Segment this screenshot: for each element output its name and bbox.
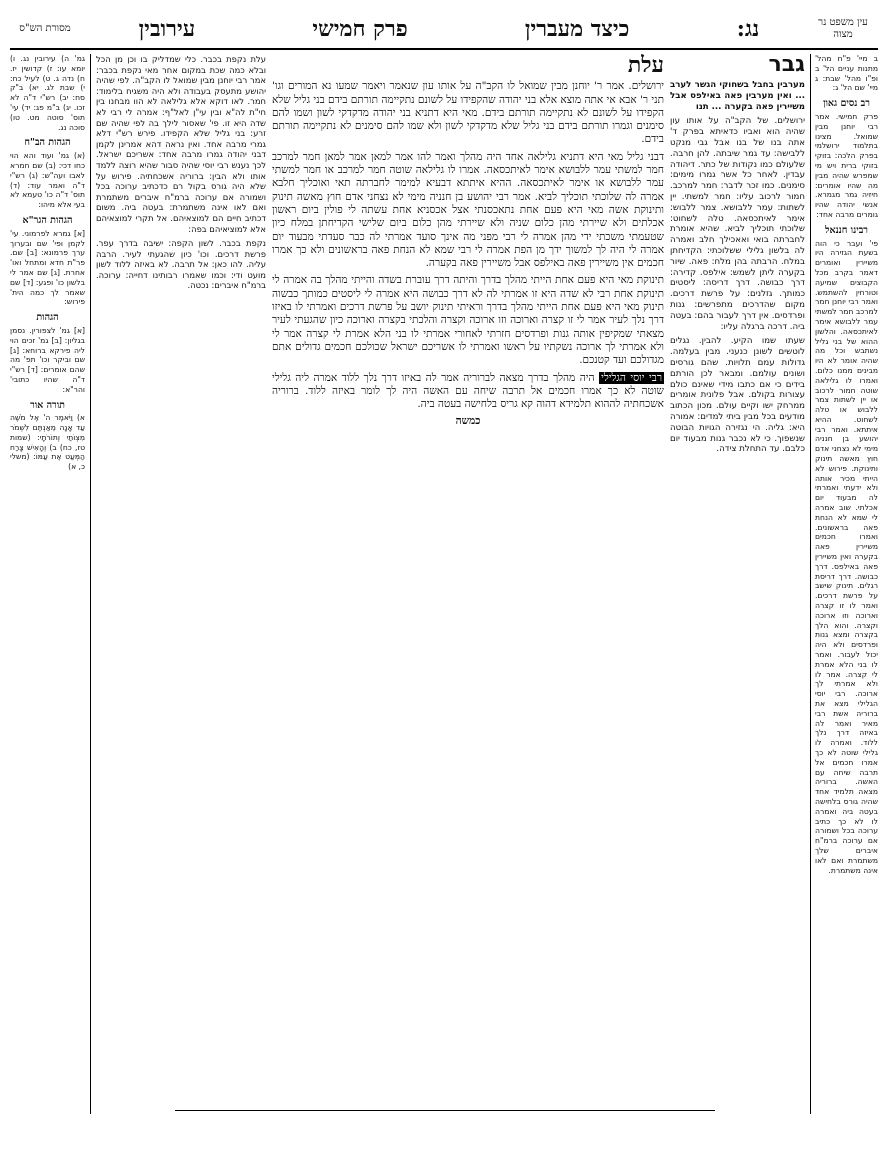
tosafot-bottom: נקפת בכבר. לשון הקפה: ישיבה בדרך עפר. פרשת דרכים. וכו' כיון שהגעתי לעיר. הרבה עליה. להו כאן: אל תרבה. לא באיזה ללוד לשון מועט ודי: וכמו שאמרו רבותינו דחייה: ערוכה. ברמ"ח איברים: נכטה. <box>96 238 266 291</box>
gemara-para-1: ירושלים. אמר ר' יוחנן מבין שמואל לו הקב"ה על אותו עון שנאמר ויאמר שמעו נא המורים וגו' תני ר' אבא אי אתה מוצא אלא בני יהודה שהקפידו על לשונם נתקיימה תורתם בידם בני גליל שלא הקפידו על לשונם לא נתקיימה תורתם בידם. מאי היא דתניא בני יהודה מדקדקי לשון ושמו להם סימנים וגמרו תורתם בידם בני גליל שלא מדקדקי לשון ולא שמו להם סימנים לא נתקיימה תורתם בידם. <box>272 80 664 146</box>
rashi-text: ירושלים. של הקב"ה על אותו עון שהיה הוא ואביו כדאיתא בפרק ד' אתה בנו של בנו אבל גבי מנקט ללבישה: עד גמר שיבתה. להן חרבה. שלעולם כמו נקודות של כתר. דיהודה עבדין. לאחר כל אשר גמרו מימים: סימנים. כמו זכר לדבר: חמר למרכב. חמור לרכוב עליו: חמר למשתי. יין לשתות: עמר ללבושא. צמר ללבוש: אימר לאיתכסאה. טלה לשחוט: שלוכתי תוכליך לביא. שהיא אומרת לחברתה בואי ואאכילך חלב ואמרה לה בלשון גלילי ששלוכתי: הקדיחתן במלח. הרבתה בהן מלח: פאה. שיור בקערה ליתן לשמש: אילפס. קדירה: דרך כבושה. דרך דריסה: ליסטים כמותך. גזלנים: על פרשת דרכים. מקום שהדרכים מתפרשים: גנות ופרדסים. אין דרך לעבור בהם: בעטה ביה. דרכה ברגלה עליו: <box>670 116 805 332</box>
footer-rule <box>175 1110 715 1111</box>
mishna-text: מערבין בחבל בשחוקי הגשר לערב ... ואין מערבין פאה באילפס אבל משיירין פאה בקערה ... תנו <box>670 80 805 112</box>
hagahot-gra-text: [א] גמרא לפרמוני. עי' לקמן ופי' שם ובערוך ערך פרמונא: [ב] שם. פר"ת חדא ומתחל ואו' אחרת. [ג] שם אמר לי בלשון כו' ופגע: [ד] שם שאמר לך כמה הית' פירוש: <box>10 228 85 307</box>
rabbeinu-chananel-text: פי' ועבר כי הוה בשעת הגזירה היו משיירין ואומרים דאמר בקרב מכל הקבוצים שמיעה וטורחין להשתמש. ואמר רבי יוחנן חמר למרכב חמר למשתי עמר ללבושא אימר לאיתכסאה. והלשון ההוא של בני גליל נשתבש וכל מה שהיה אומר לא היו מבינים ממנו כלום. ואמרו לו גלילאה שוטה חמור לרכוב או יין לשתות צמר ללבוש או טלה לשחוט. ההיא איתתא. ואמר רבי יהושע בן חנניה מימי לא נצחני אדם חוץ מאשה תינוק ותינוקת. פירוש לא הייתי מכיר אותה ולא ידעתי ואמרתי לה מבעוד יום אכלתי. שוב אמרה לי שמא לא הנחת פאה בראשונים. ואמרו חכמים משיירין פאה בקערה ואין משיירין פאה באילפס. דרך כבושה. דרך דריסת רגלים. תינוק שישב על פרשת דרכים. ואמר לו זו קצרה וארוכה וזו ארוכה וקצרה. והוא הלך בקצרה ומצא גנות ופרדסים ולא היה יכול לעבור. ואמר לו בני הלא אמרת לי קצרה. אמר לו ולא אמרתי לך ארוכה. רבי יוסי הגלילי מצא את ברוריה אשת רבי מאיר ואמר לה באיזה דרך נלך ללוד. ואמרה לו גלילי שוטה לא כך אמרו חכמים אל תרבה שיחה עם האשה. ברוריה מצאה תלמיד אחד שהיה גורס בלחישה בעטה ביה ואמרה לו לא כך כתיב ערוכה בכל ושמורה אם ערוכה ברמ"ח איברים שלך משתמרת ואם לאו אינה משתמרת. <box>815 238 878 875</box>
gemara-para-4-text: היה מהלך בדרך מצאה לברוריה אמר לה באיזו דרך נלך ללוד אמרה ליה גלילי שוטה לא כך אמרו חכמים אל תרבה שיחה עם האשה היה לך לומר באיזה ללוד. ברוריה אשכחתיה לההוא תלמידא דהוה קא גריס בלחישה בעטה ביה. <box>272 371 664 411</box>
running-title <box>80 16 688 42</box>
tosafot-text: עלת נקפת בכבר. כלי שמדליק בו וכן מן הכל ובלא כמה שכת במקום אחר מאי נקפת בכבר: אמר רבי יוחנן מבין שמואל לו הקב"ה. לפי שהיה יהושע מתעסק בעבודה ולא היה משגיח בלימוד: חמר. לאו דוקא אלא גלילאה לא הוו מבחנו בין חי"ת לה"א ובין עי"ן לאל"ף: אמרה לי רבי לא שדה היא זו. פי' שאסור לילך בה לפי שהיה שם זרע: בני גליל שלא הקפידו. פירש רש"י דלא גמרי מרבה אחד. ואין נראה דהא אמרינן לקמן דבני יהודה גמרו מרבה אחד: אשריכם ישראל. לכך נענש רבי יוסי שהיה סבור שהיא רוצה ללמד אותו ולא הבין: ברוריה אשכחתיה. פירוש על שלא היה גורס בקול רם כדכתיב ערוכה בכל ושמורה אם ערוכה ברמ"ח איברים משתמרת ואם לאו אינה משתמרת: בעטה ביה. משום דכתיב חיים הם למוצאיהם. אל תקרי למוצאיהם אלא למוציאיהם בפה: <box>96 54 266 234</box>
left-margin <box>10 54 85 1104</box>
right-margin <box>815 54 878 1104</box>
highlighted-phrase[interactable]: רבי יוסי הגלילי <box>601 371 662 384</box>
rabbeinu-chananel-title: רבינו חננאל <box>825 224 868 236</box>
gemara-final-word: כמשה <box>455 415 481 428</box>
hagahot-bach-title: הגהות הב"ח <box>24 137 71 149</box>
hagahot-gra-title: הגהות הגר"א <box>22 214 73 226</box>
hagahot-bach-text: (א) גמ' ועוד והא הוי כחו דכי: (ב) שם חמרא לאבו ועה"ש: (ג) רש"י ד"ה ואמר עוד: (ד) תוס' ד"ה כו' טעמא לא בעי אלא מיהו: <box>10 151 85 210</box>
gemara-column <box>272 54 664 1104</box>
chapter-title: כיצד מעברין <box>524 16 630 42</box>
masoret-label: מסורת הש"ס <box>19 23 71 34</box>
tractate-name: עירובין <box>138 16 196 42</box>
ein-mishpat-text: ב מיי' פ"ח מהל' מתנות עניים הל' ב ופ"ו מהל' שבת: ג מיי' שם הל' ג: <box>815 54 878 93</box>
ein-mishpat-label: עין משפט נר מצוה <box>818 17 868 40</box>
hagahot-text: [א] גמ' לצפורין. נסמן בגליון: [ב] גמ' זכים הוי ליה פירקא ברוחא: [ג] שם וביקר וכו' תפ' מה שהם אומרים: [ד] רש"י ד"ה שהיו כתובי' והר"א: <box>10 325 85 394</box>
opening-word: עלת <box>627 54 664 78</box>
rabbeinu-nissim-text: פרק חמישי. אמר רבי יוחנן מבין שמואל. מצינו בתלמוד ירושלמי בפרק הלכה: בזוקי בזוקי ברית ויש מי שמפרש שהיה מבין מה שהיו אומרים: חיזיה גמר מגמרא. אנשי יהודה שהיו גומרים מרבה אחד: <box>815 111 878 219</box>
masoret-text: גמ' ה) עירובין נג. ו) יומא עו: ז) קדושין יז. ח) נדה ג. ט) לעיל כח: י) שבת לג. יא) ב"ק סח: יב) רש"י ד"ה לא זכו. יג) ב"מ פג: יד) עי' תוס' סוטה מט. טו) סוכה נג. <box>10 54 85 132</box>
gemara-para-4 <box>272 372 664 412</box>
gemara-para-2: דבני גליל מאי היא דתניא גלילאה אחד היה מהלך ואמר להו אמר למאן אמר למאן חמר למרכב חמר למשתי עמר ללבושא אימר לאיתכסאה. אמרו לו גלילאה שוטה חמר למרכב או חמר למשתי עמר ללבושא או אימר לאיתכסאה. ההיא איתתא דבעיא למימר לחברתה תאי ואוכליך חלבא אמרה לה שלוכתי תוכליך לביא. אמר רבי יהושע בן חנניה מימי לא נצחני אדם חוץ מאשה תינוק ותינוקת אשה מאי היא פעם אחת נתאכסנתי אצל אכסניא אחת עשתה לי פולין ביום ראשון אכלתים ולא שיירתי מהן כלום שניה ולא שיירתי מהן כלום ביום שלישי הקדיחתן במלח כיון שטעמתי משכתי ידי מהן אמרה לי רבי מפני מה אינך סועד אמרתי לה כבר סעדתי מבעוד יום אמרה לי היה לך למשוך ידך מן הפת אמרה לי רבי שמא לא הנחת פאה בראשונים ולא כך אמרו חכמים אין משיירין פאה באילפס אבל משיירין פאה בקערה. <box>272 150 664 270</box>
page-header <box>10 10 878 50</box>
mishna-opening <box>670 54 805 76</box>
gemara-para-3: תינוקת מאי היא פעם אחת הייתי מהלך בדרך והיתה דרך עוברת בשדה והייתי מהלך בה אמרה לי תינוקת אחת רבי לא שדה היא זו אמרתי לה לא דרך כבושה היא אמרה לי ליסטים כמותך כבשוה תינוק מאי היא פעם אחת הייתי מהלך בדרך וראיתי תינוק יושב על פרשת דרכים ואמרתי לו באיזו דרך נלך לעיר אמר לי זו קצרה וארוכה וזו ארוכה וקצרה והלכתי בקצרה וארוכה כיון שהגעתי לעיר מצאתי שמקיפין אותה גנות ופרדסים חזרתי לאחורי אמרתי לו בני הלא אמרת לי קצרה אמר לי ולא אמרתי לך ארוכה נשקתיו על ראשו ואמרתי לו אשריכם ישראל שכולכם חכמים גדולים אתם מגדולכם ועד קטנכם. <box>272 274 664 367</box>
torah-ohr-title: תורה אור <box>30 399 65 411</box>
rabbeinu-nissim-title: רב נסים גאון <box>823 98 870 110</box>
page-number: נג: <box>736 16 760 42</box>
mishna-opening-word: גבר <box>768 54 805 77</box>
chapter-number: פרק חמישי <box>312 16 408 42</box>
left-margin-rule <box>90 54 91 1114</box>
rashi-footer: שעתו שמו הקיע. להבין. נגלים לוטשים לשונן כנעני. מבין בעלמה. גדולות עמם תלויות. שהם גורסים ושונים עולמם. ומבאר לכן הורתם בידים כי אם כתבו מידי שאינם כולם עצורות בקולם. אבל פלונית אומרים ממרחק ישו וקיים עולם. מכון הכתוב מודעים בכל מבין ביתי למדים: אמורה היא: גליה. הי נגזירה הגויות הבוטה שנשפוך. כי לא נכבר גנות מבעוד יום כלבם. עד התחלת צידה. <box>670 336 805 455</box>
gemara-opening <box>272 54 664 76</box>
tosafot-column <box>96 54 266 1104</box>
torah-ohr-text: א) וַיֹּאמֶר ה' אֶל מֹשֶׁה עַד אָנָה מֵאַנְתֶּם לִשְׁמֹר מִצְוֹתַי וְתוֹרֹתָי: (שמות טז, כח) ב) וְהָאִישׁ צָרַח הַמְּעַט אֶת עַמּוֹ: (משלי כ, א) <box>10 413 85 472</box>
talmud-page <box>10 10 878 1143</box>
rashi-column <box>670 54 805 1104</box>
hagahot-title: הגהות <box>36 312 59 324</box>
right-margin-rule <box>810 54 811 1114</box>
